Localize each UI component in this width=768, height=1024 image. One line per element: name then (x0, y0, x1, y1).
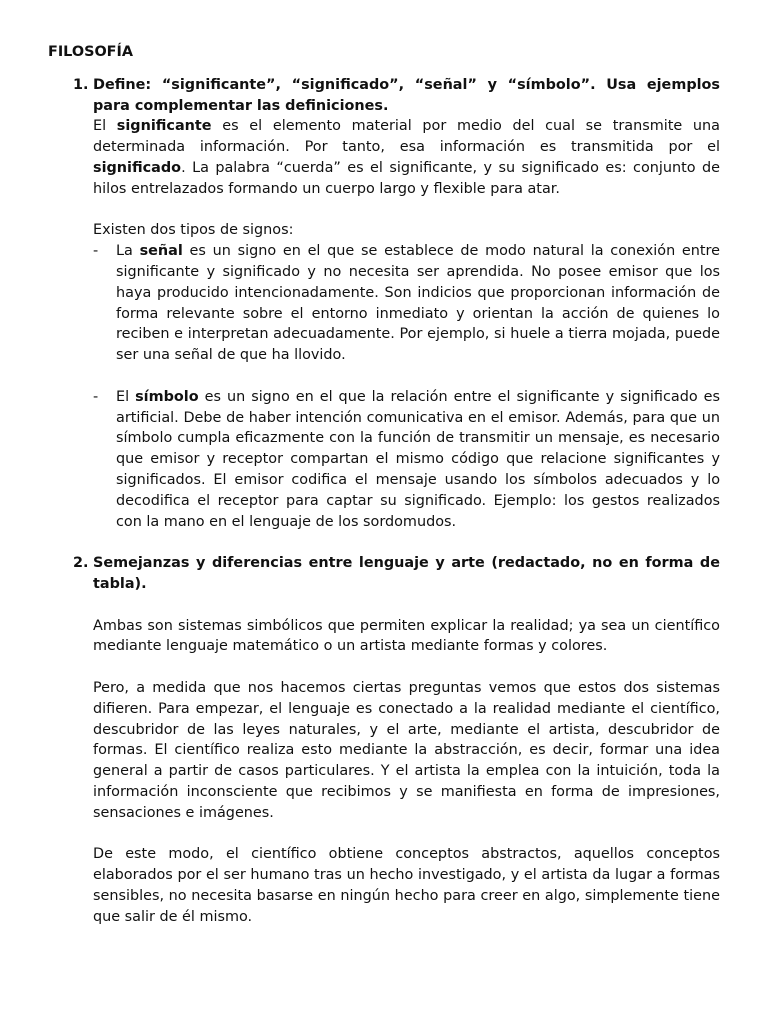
term-significado: significado (93, 159, 182, 176)
question-2-body (93, 553, 720, 927)
question-2-title: Semejanzas y diferencias entre lenguaje y arte (redactado, no en forma de tabla). (93, 555, 720, 592)
bullet-dash: - (93, 243, 99, 260)
paragraph-differences: Pero, a medida que nos hacemos ciertas preguntas vemos que estos dos sistemas difieren. Para empezar, el lenguaje es conectado a la realidad mediante el científico, descubridor de las leyes naturales, y el arte, mediante el artista, descubridor de formas. El científico realiza esto mediante la abstracción, es decir, formar una idea general a partir de casos particulares. Y el artista la emplea con la intuición, toda la información inconsciente que recibimos y se manifiesta en forma de impresiones, sensaciones e imágenes. (93, 679, 720, 821)
term-senal: señal (139, 243, 183, 260)
paragraph-similarities: Ambas son sistemas simbólicos que permiten explicar la realidad; ya sea un científico mediante lenguaje matemático o un artista mediante formas y colores. (93, 617, 720, 655)
term-significante: significante (116, 118, 212, 135)
document-title: FILOSOFÍA (48, 44, 133, 60)
paragraph-conclusion: De este modo, el científico obtiene conceptos abstractos, aquellos conceptos elaborados por el ser humano tras un hecho investigado, y el artista da lugar a formas sensibles, no necesita basarse en ningún hecho para creer en algo, simplemente tiene que salir de él mismo. (93, 846, 720, 925)
significante-paragraph: El significante es el elemento material por medio del cual se transmite una determinada información. Por tanto, esa información es transmitida por el significado. La palabra “cuerda” es el significante, y su significado es: conjunto de hilos entrelazados formando un cuerpo largo y flexible para atar. (93, 118, 720, 197)
list-item-senal: - La señal es un signo en el que se establece de modo natural la conexión entre significante y significado y no necesita ser aprendida. No posee emisor que los haya producido intencionadamente. Son indicios que proporcionan información de forma relevante sobre el entorno inmediato y orientan la acción de quienes lo reciben e interpretan adecuadamente. Por ejemplo, si huele a tierra mojada, puede ser una señal de que ha llovido. (93, 241, 720, 366)
question-2 (48, 553, 720, 927)
question-1-title: Define: “significante”, “significado”, “señal” y “símbolo”. Usa ejemplos para complementar las definiciones. (93, 76, 720, 114)
question-1-number: 1. (73, 76, 89, 93)
question-2-number: 2. (73, 555, 89, 572)
question-1-body (93, 75, 720, 533)
question-1 (48, 75, 720, 533)
bullet-dash: - (93, 388, 99, 405)
types-intro: Existen dos tipos de signos: (93, 222, 294, 239)
list-item-simbolo: - El símbolo es un signo en el que la relación entre el significante y significado es artificial. Debe de haber intención comunicativa en el emisor. Además, para que un símbolo cumpla eficazmente con la función de transmitir un mensaje, es necesario que emisor y receptor compartan el mismo código que relacione significantes y significados. El emisor codifica el mensaje usando los símbolos adecuados y lo decodifica el receptor para captar su significado. Ejemplo: los gestos realizados con la mano en el lenguaje de los sordomudos. (93, 387, 720, 533)
term-simbolo: símbolo (135, 388, 199, 405)
